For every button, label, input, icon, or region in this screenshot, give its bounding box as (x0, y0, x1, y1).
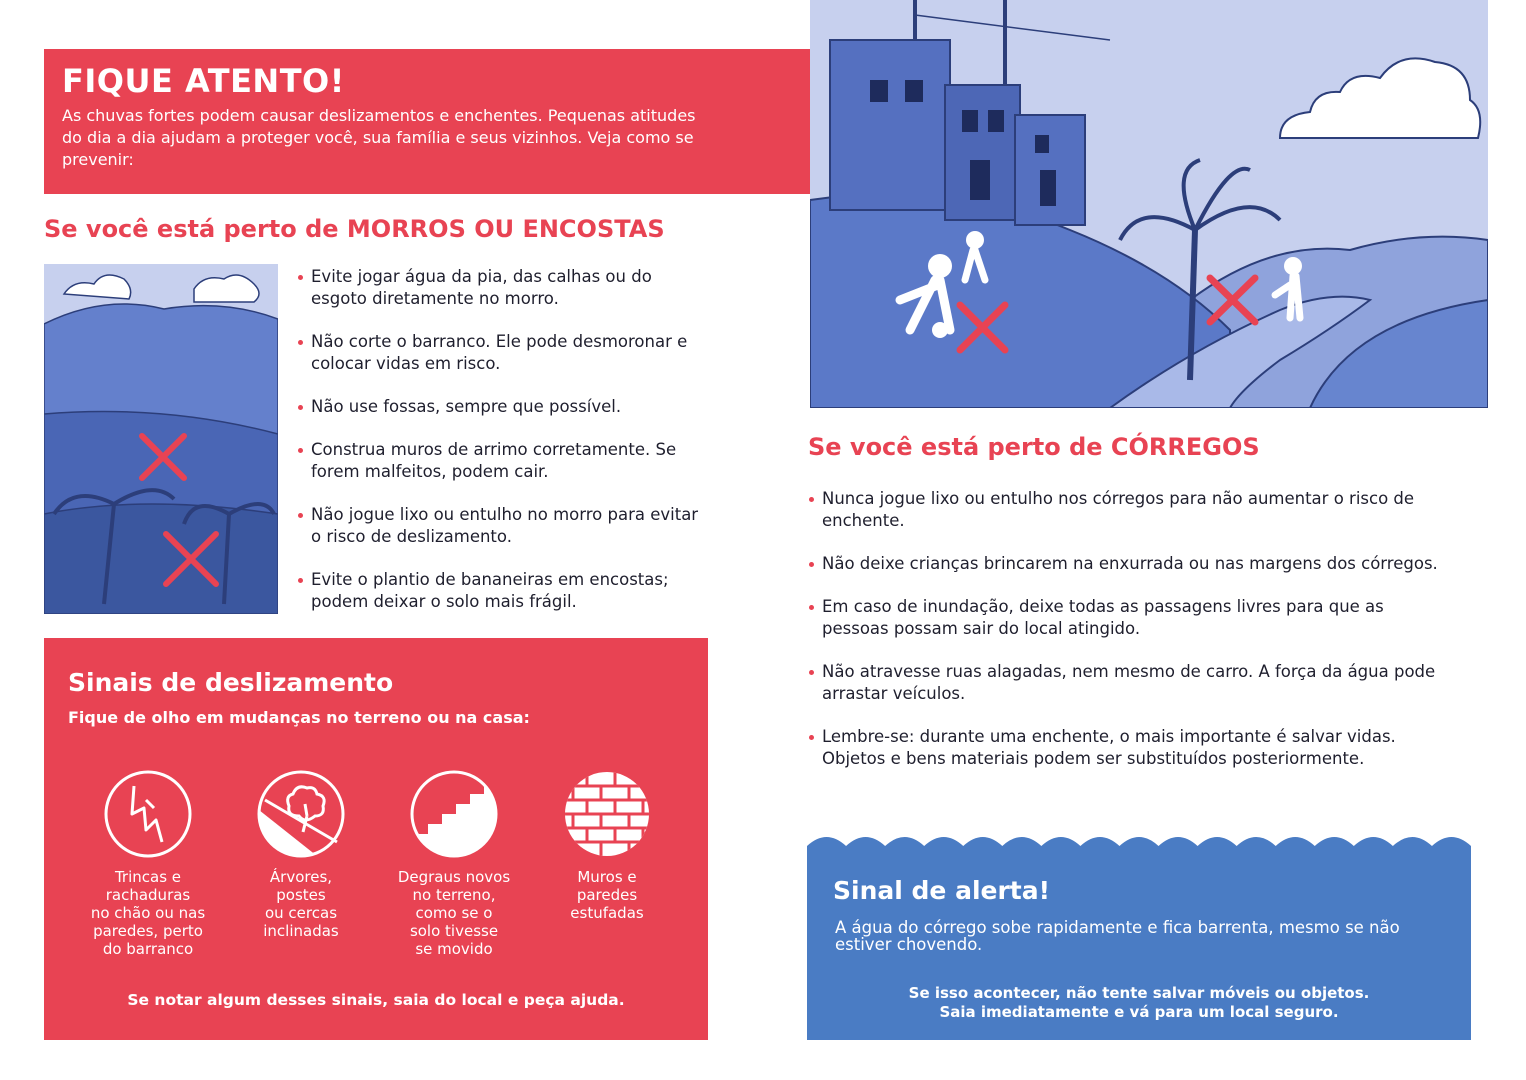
list-item: Evite jogar água da pia, das calhas ou do esgoto diretamente no morro. (298, 266, 710, 310)
list-item: Não deixe crianças brincarem na enxurrada ou nas margens dos córregos. (809, 553, 1449, 575)
alert-text: A água do córrego sobe rapidamente e fica barrenta, mesmo se não estiver chovendo. (835, 918, 1400, 954)
sign-tilted (231, 770, 371, 940)
list-item: Não atravesse ruas alagadas, nem mesmo de carro. A força da água pode arrastar veículos. (809, 661, 1449, 705)
morros-list (298, 266, 710, 634)
alert-box (807, 830, 1471, 1040)
landslide-signs-box (44, 638, 708, 1040)
cracks-icon (104, 770, 192, 858)
corregos-section-title: Se você está perto de CÓRREGOS (808, 433, 1260, 461)
hero-title: FIQUE ATENTO! (62, 62, 345, 100)
list-item: Em caso de inundação, deixe todas as passagens livres para que as pessoas possam sair do local atingido. (809, 596, 1449, 640)
tilted-tree-icon (257, 770, 345, 858)
brick-wall-icon (563, 770, 651, 858)
corregos-list (809, 488, 1449, 791)
signs-footer: Se notar algum desses sinais, saia do local e peça ajuda. (127, 991, 625, 1009)
sign-walls (537, 770, 677, 922)
sign-label: Árvores, postes ou cercas inclinadas (263, 868, 339, 940)
signs-subtitle: Fique de olho em mudanças no terreno ou na casa: (68, 708, 530, 727)
list-item: Lembre-se: durante uma enchente, o mais importante é salvar vidas. Objetos e bens materiais podem ser substituídos posteriormente. (809, 726, 1449, 770)
morros-section-title: Se você está perto de MORROS OU ENCOSTAS (44, 215, 665, 243)
hero-banner (44, 49, 812, 194)
stream-hillside-illustration (810, 0, 1488, 408)
sign-steps (384, 770, 524, 958)
hero-text: As chuvas fortes podem causar deslizamentos e enchentes. Pequenas atitudes do dia a dia ajudam a proteger você, sua família e seus vizinhos. Veja como se prevenir: (62, 106, 696, 169)
sign-label: Degraus novos no terreno, como se o solo tivesse se movido (397, 868, 511, 958)
steps-icon (410, 770, 498, 858)
list-item: Evite o plantio de bananeiras em encostas; podem deixar o solo mais frágil. (298, 569, 710, 613)
list-item: Construa muros de arrimo corretamente. Se forem malfeitos, podem cair. (298, 439, 710, 483)
signs-title: Sinais de deslizamento (68, 668, 394, 697)
alert-title: Sinal de alerta! (833, 876, 1051, 905)
alert-footer: Se isso acontecer, não tente salvar móveis ou objetos. Saia imediatamente e vá para um local seguro. (908, 984, 1370, 1021)
sign-cracks (78, 770, 218, 958)
list-item: Não use fossas, sempre que possível. (298, 396, 710, 418)
hillside-favela-illustration (44, 264, 278, 614)
list-item: Nunca jogue lixo ou entulho nos córregos para não aumentar o risco de enchente. (809, 488, 1449, 532)
list-item: Não jogue lixo ou entulho no morro para evitar o risco de deslizamento. (298, 504, 710, 548)
sign-label: Trincas e rachaduras no chão ou nas paredes, perto do barranco (90, 868, 206, 958)
list-item: Não corte o barranco. Ele pode desmoronar e colocar vidas em risco. (298, 331, 710, 375)
sign-label: Muros e paredes estufadas (570, 868, 644, 922)
